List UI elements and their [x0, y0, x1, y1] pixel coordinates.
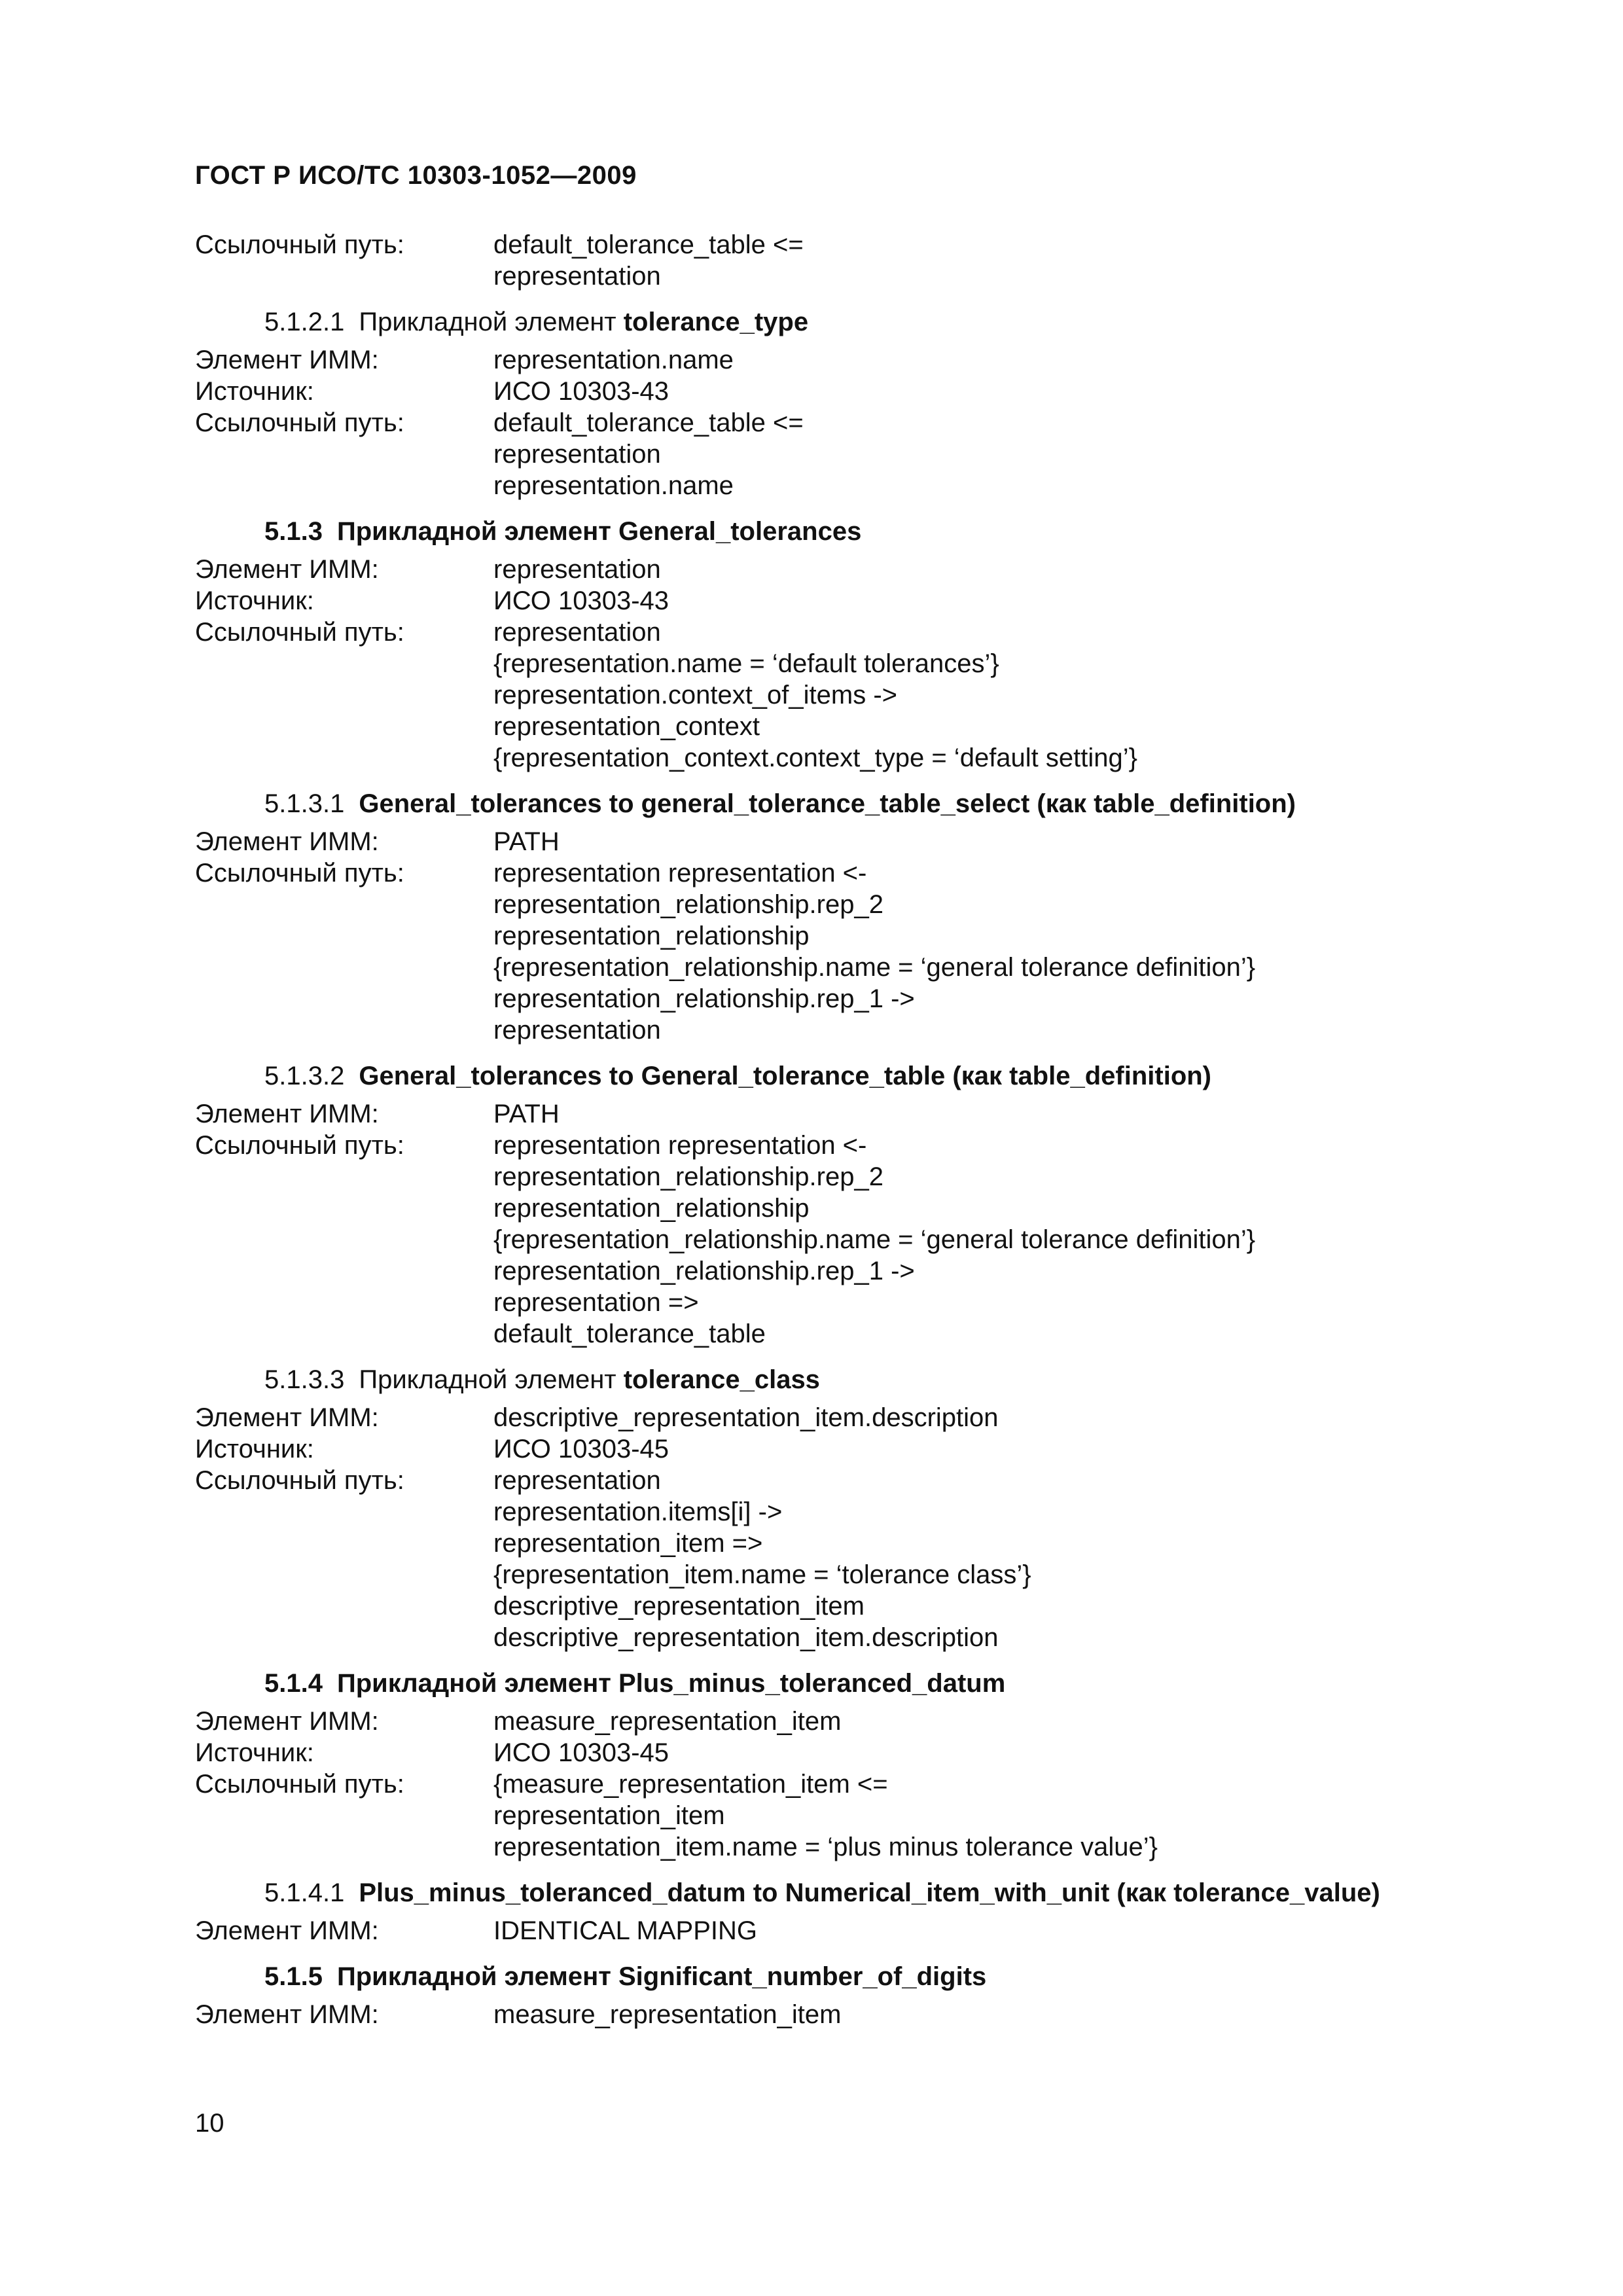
- mapping-row: [195, 857, 1504, 1046]
- mapping-label: Элемент ИММ:: [195, 1916, 379, 1945]
- mapping-value-line: representation_item: [493, 1801, 725, 1830]
- section-number: 5.1.5: [264, 1962, 323, 1991]
- mapping-value-line: default_tolerance_table <=: [493, 408, 804, 437]
- mapping-value-line: representation_relationship: [493, 922, 810, 950]
- mapping-values: [493, 1915, 1504, 1946]
- section-number: 5.1.2.1: [264, 308, 345, 336]
- section-element-name: tolerance_type: [623, 308, 809, 336]
- mapping-label: Элемент ИММ:: [195, 1100, 379, 1128]
- mapping-value-line: measure_representation_item: [493, 2000, 842, 2029]
- mapping-value-line: representation_item =>: [493, 1529, 763, 1558]
- mapping-label: Элемент ИММ:: [195, 555, 379, 584]
- section-prefix: Прикладной элемент: [359, 1365, 624, 1394]
- mapping-value-line: representation: [493, 1016, 661, 1045]
- mapping-row: [195, 1098, 1504, 1130]
- mapping-row: [195, 1402, 1504, 1433]
- mapping-value-line: representation.name: [493, 471, 734, 500]
- section-prefix: Прикладной элемент: [336, 517, 618, 546]
- mapping-row: [195, 1130, 1504, 1350]
- section-heading: [195, 1668, 1504, 1699]
- mapping-row: [195, 1433, 1504, 1465]
- section-element-name: General_tolerances to general_tolerance_table_select (как table_definition): [359, 789, 1296, 818]
- section-number: 5.1.3.1: [264, 789, 345, 818]
- section-prefix: Прикладной элемент: [359, 308, 624, 336]
- mapping-row: [195, 826, 1504, 857]
- mapping-values: [493, 1999, 1504, 2030]
- document-body: [195, 229, 1504, 2030]
- page-number: 10: [195, 2109, 224, 2138]
- mapping-value-line: representation =>: [493, 1288, 699, 1317]
- mapping-values: [493, 376, 1504, 407]
- mapping-value-line: measure_representation_item: [493, 1707, 842, 1736]
- mapping-values: [493, 1130, 1504, 1350]
- mapping-values: [493, 1737, 1504, 1768]
- mapping-value-line: representation: [493, 555, 661, 584]
- mapping-value-line: ИСО 10303-43: [493, 586, 669, 615]
- section-prefix: Прикладной элемент: [336, 1962, 618, 1991]
- mapping-values: [493, 1706, 1504, 1737]
- mapping-value-line: representation_relationship.rep_2: [493, 1162, 883, 1191]
- mapping-value-line: representation: [493, 262, 661, 291]
- mapping-value-line: {representation_context.context_type = ‘default setting’}: [493, 744, 1138, 772]
- mapping-value-line: representation.context_of_items ->: [493, 681, 898, 709]
- mapping-label: Ссылочный путь:: [195, 1770, 404, 1799]
- section-heading: [195, 1961, 1504, 1992]
- mapping-row: [195, 1465, 1504, 1653]
- mapping-value-line: ИСО 10303-45: [493, 1738, 669, 1767]
- mapping-value-line: representation.items[i] ->: [493, 1498, 783, 1526]
- mapping-values: [493, 617, 1504, 774]
- section-heading: [195, 516, 1504, 547]
- mapping-values: [493, 826, 1504, 857]
- mapping-value-line: ИСО 10303-45: [493, 1435, 669, 1463]
- mapping-label: Ссылочный путь:: [195, 859, 404, 888]
- mapping-value-line: {measure_representation_item <=: [493, 1770, 888, 1799]
- mapping-values: [493, 857, 1504, 1046]
- mapping-row: [195, 1768, 1504, 1863]
- mapping-values: [493, 554, 1504, 585]
- mapping-value-line: {representation_relationship.name = ‘general tolerance definition’}: [493, 1225, 1256, 1254]
- mapping-values: [493, 344, 1504, 376]
- mapping-value-line: default_tolerance_table: [493, 1319, 766, 1348]
- mapping-values: [493, 585, 1504, 617]
- mapping-row: [195, 554, 1504, 585]
- mapping-value-line: representation representation <-: [493, 859, 867, 888]
- mapping-values: [493, 229, 1504, 292]
- mapping-row: [195, 1706, 1504, 1737]
- mapping-values: [493, 1433, 1504, 1465]
- mapping-value-line: representation representation <-: [493, 1131, 867, 1160]
- mapping-label: Элемент ИММ:: [195, 827, 379, 856]
- section-number: 5.1.3: [264, 517, 323, 546]
- mapping-value-line: representation.name: [493, 346, 734, 374]
- mapping-values: [493, 407, 1504, 501]
- mapping-row: [195, 1999, 1504, 2030]
- mapping-values: [493, 1402, 1504, 1433]
- mapping-label: Ссылочный путь:: [195, 408, 404, 437]
- mapping-value-line: ИСО 10303-43: [493, 377, 669, 406]
- mapping-value-line: representation_relationship: [493, 1194, 810, 1223]
- mapping-label: Ссылочный путь:: [195, 618, 404, 647]
- mapping-value-line: PATH: [493, 1100, 560, 1128]
- section-element-name: tolerance_class: [623, 1365, 820, 1394]
- section-heading: [195, 788, 1504, 819]
- mapping-values: [493, 1465, 1504, 1653]
- mapping-value-line: IDENTICAL MAPPING: [493, 1916, 758, 1945]
- mapping-label: Ссылочный путь:: [195, 230, 404, 259]
- mapping-row: [195, 229, 1504, 292]
- mapping-value-line: representation: [493, 440, 661, 469]
- mapping-row: [195, 617, 1504, 774]
- section-number: 5.1.4: [264, 1669, 323, 1698]
- mapping-label: Элемент ИММ:: [195, 2000, 379, 2029]
- section-element-name: Plus_minus_toleranced_datum: [618, 1669, 1006, 1698]
- mapping-value-line: default_tolerance_table <=: [493, 230, 804, 259]
- mapping-label: Источник:: [195, 586, 314, 615]
- section-prefix: Прикладной элемент: [336, 1669, 618, 1698]
- section-heading: [195, 1877, 1504, 1909]
- section-number: 5.1.3.2: [264, 1062, 345, 1090]
- mapping-value-line: representation_context: [493, 712, 760, 741]
- mapping-value-line: {representation_item.name = ‘tolerance class’}: [493, 1560, 1031, 1589]
- mapping-value-line: descriptive_representation_item: [493, 1592, 865, 1621]
- mapping-row: [195, 1737, 1504, 1768]
- mapping-value-line: descriptive_representation_item.description: [493, 1623, 999, 1652]
- section-element-name: General_tolerances: [618, 517, 862, 546]
- section-number: 5.1.4.1: [264, 1878, 345, 1907]
- mapping-label: Источник:: [195, 1435, 314, 1463]
- mapping-label: Элемент ИММ:: [195, 1403, 379, 1432]
- mapping-value-line: {representation.name = ‘default tolerances’}: [493, 649, 999, 678]
- mapping-value-line: representation_relationship.rep_1 ->: [493, 1257, 915, 1285]
- mapping-value-line: representation_item.name = ‘plus minus tolerance value’}: [493, 1833, 1158, 1861]
- mapping-label: Элемент ИММ:: [195, 346, 379, 374]
- mapping-label: Источник:: [195, 1738, 314, 1767]
- mapping-label: Ссылочный путь:: [195, 1466, 404, 1495]
- section-heading: [195, 1060, 1504, 1092]
- mapping-label: Ссылочный путь:: [195, 1131, 404, 1160]
- mapping-values: [493, 1098, 1504, 1130]
- document-header: ГОСТ Р ИСО/ТС 10303-1052—2009: [195, 161, 637, 190]
- section-element-name: Plus_minus_toleranced_datum to Numerical_item_with_unit (как tolerance_value): [359, 1878, 1380, 1907]
- mapping-label: Источник:: [195, 377, 314, 406]
- mapping-value-line: representation: [493, 1466, 661, 1495]
- mapping-value-line: representation_relationship.rep_2: [493, 890, 883, 919]
- section-number: 5.1.3.3: [264, 1365, 345, 1394]
- mapping-value-line: representation: [493, 618, 661, 647]
- section-element-name: General_tolerances to General_tolerance_table (как table_definition): [359, 1062, 1212, 1090]
- section-heading: [195, 306, 1504, 338]
- mapping-value-line: descriptive_representation_item.description: [493, 1403, 999, 1432]
- mapping-row: [195, 407, 1504, 501]
- mapping-row: [195, 376, 1504, 407]
- mapping-value-line: {representation_relationship.name = ‘general tolerance definition’}: [493, 953, 1256, 982]
- mapping-values: [493, 1768, 1504, 1863]
- mapping-label: Элемент ИММ:: [195, 1707, 379, 1736]
- section-element-name: Significant_number_of_digits: [618, 1962, 987, 1991]
- mapping-row: [195, 344, 1504, 376]
- section-heading: [195, 1364, 1504, 1395]
- mapping-value-line: representation_relationship.rep_1 ->: [493, 984, 915, 1013]
- mapping-row: [195, 1915, 1504, 1946]
- mapping-row: [195, 585, 1504, 617]
- mapping-value-line: PATH: [493, 827, 560, 856]
